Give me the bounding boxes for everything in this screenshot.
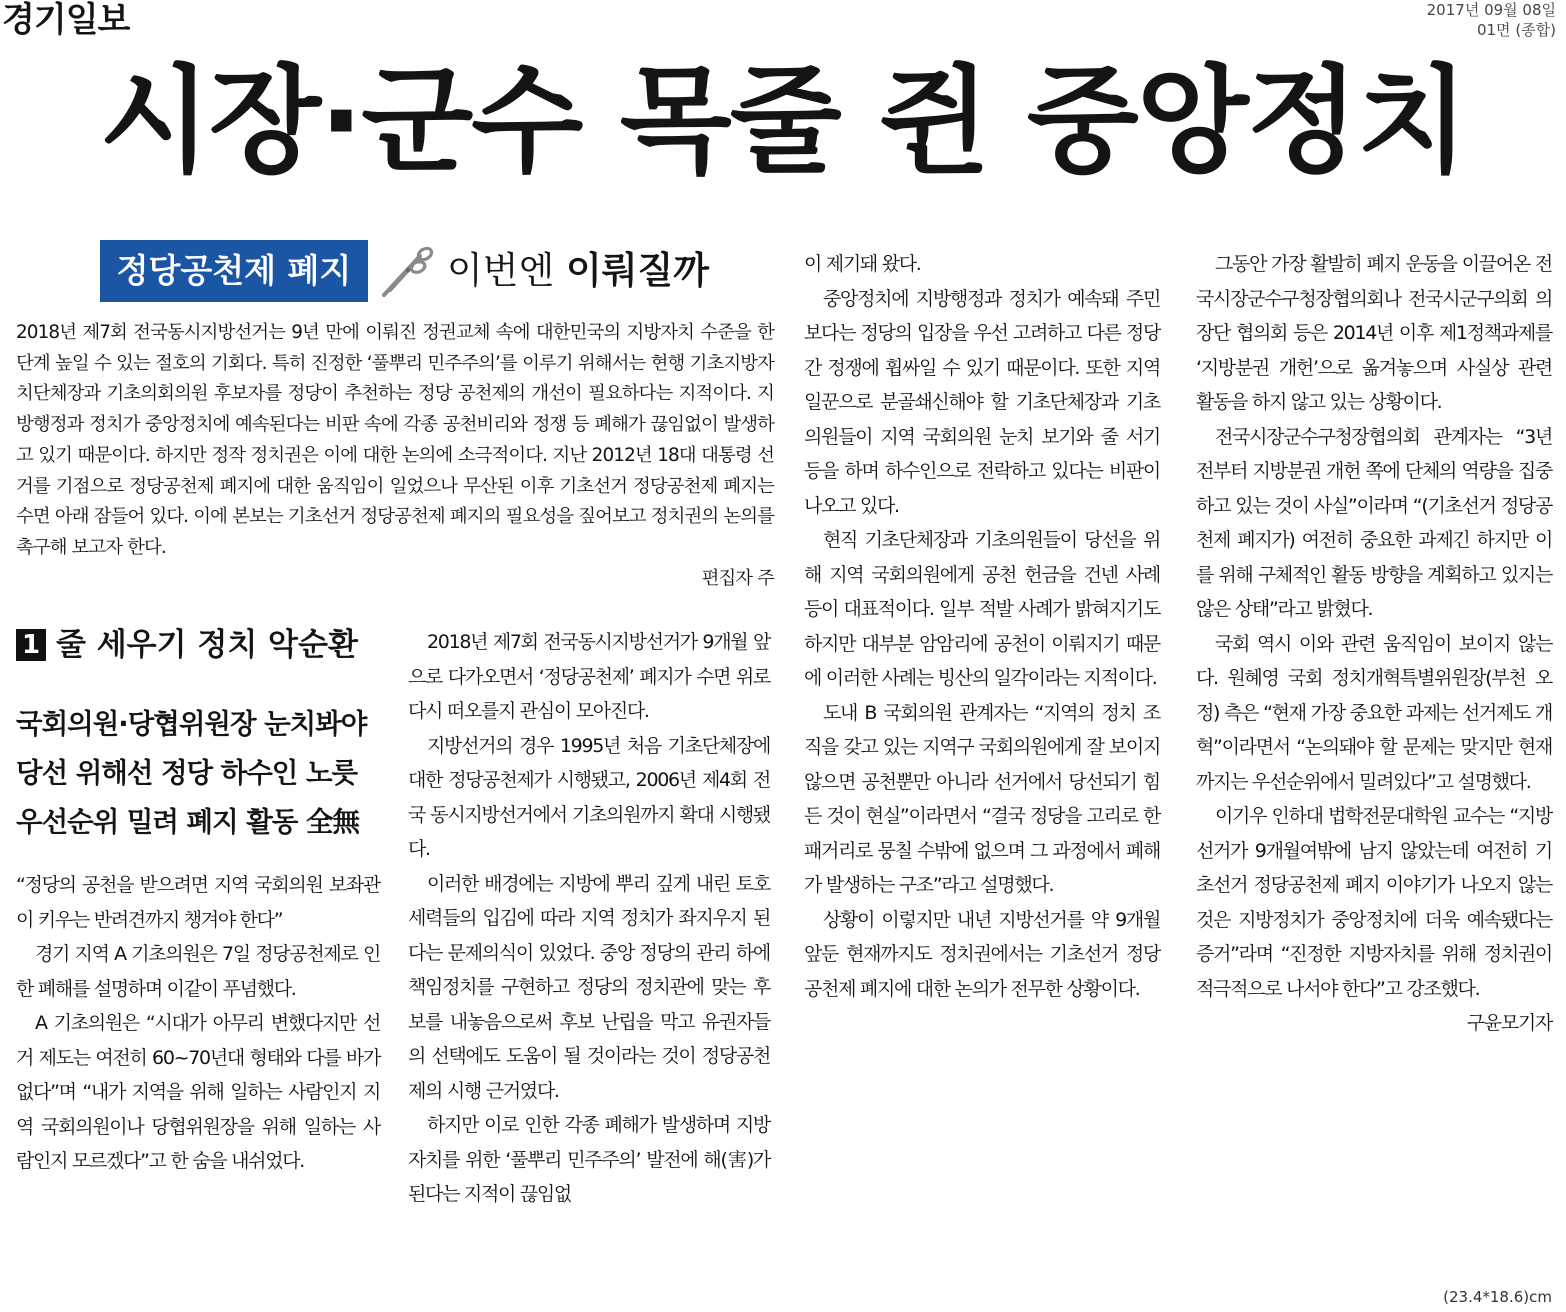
subtitle-plain: 이번엔 <box>447 249 566 292</box>
scissors-icon <box>378 240 438 302</box>
subheadline: 국회의원·당협위원장 눈치봐야 <box>16 708 367 740</box>
subheadlines <box>16 700 388 847</box>
article-column-3 <box>804 247 1160 1006</box>
newspaper-masthead: 경기일보 <box>2 0 130 40</box>
series-subtitle <box>447 246 709 296</box>
section-number: 1 <box>16 629 46 661</box>
paragraph: 경기 지역 A 기초의원은 7일 정당공천제로 인한 폐해를 설명하며 이같이 푸념했다. <box>16 943 380 1000</box>
paragraph: 지방선거의 경우 1995년 처음 기초단체장에 대한 정당공천제가 시행됐고, 2006년 제4회 전국 동시지방선거에서 기초의원까지 확대 시행됐다. <box>408 734 770 860</box>
subtitle-bold: 이뤄질까 <box>566 249 709 292</box>
paragraph: 중앙정치에 지방행정과 정치가 예속돼 주민보다는 정당의 입장을 우선 고려하고 다른 정당 간 정쟁에 휩싸일 수 있기 때문이다. 또한 지역 일꾼으로 분골쇄신해야 할 기초단체장과 기초의원들이 지역 국회의원 눈치 보기와 줄 서기 등을 하며 하수인으로 전락하고 있다는 비판이 나오고 있다. <box>804 287 1160 517</box>
editor-note <box>16 318 774 594</box>
article-column-4 <box>1196 247 1552 1041</box>
article-column-1 <box>16 868 380 1179</box>
paragraph: “정당의 공천을 받으려면 지역 국회의원 보좌관이 키우는 반려견까지 챙겨야 한다” <box>16 874 380 931</box>
paragraph: 전국시장군수구청장협의회 관계자는 “3년 전부터 지방분권 개헌 쪽에 단체의 역량을 집중하고 있는 것이 사실”이라며 “(기초선거 정당공천제 폐지가) 여전히 중요한 과제긴 하지만 이를 위해 구체적인 활동 방향을 계획하고 있지는 않은 상태”라고 밝혔다. <box>1196 425 1552 620</box>
issue-date: 2017년 09월 08일 <box>1426 1 1556 19</box>
reporter-byline: 구윤모기자 <box>1466 1012 1552 1034</box>
section-heading <box>16 622 358 668</box>
editor-note-text: 2018년 제7회 전국동시지방선거는 9년 만에 이뤄진 정권교체 속에 대한민국의 지방자치 수준을 한 단계 높일 수 있는 절호의 기회다. 특히 진정한 ‘풀뿌리 민주주의’를 이루기 위해서는 현행 기초지방자치단체장과 기초의회의원 후보자를 정당이 추천하는 정당 공천제의 개선이 필요하다는 지적이다. 지방행정과 정치가 중앙정치에 예속된다는 비판 속에 각종 공천비리와 정쟁 등 폐해가 끊임없이 발생하고 있기 때문이다. 하지만 정작 정치권은 이에 대한 논의에 소극적이다. 지난 2012년 18대 대통령 선거를 기점으로 정당공천제 폐지에 대한 움직임이 일었으나 무산된 이후 기초선거 정당공천제 폐지는 수면 아래 잠들어 있다. 이에 본보는 기초선거 정당공천제 폐지의 필요성을 짚어보고 정치권의 논의를 촉구해 보고자 한다. <box>16 322 774 558</box>
headline: 시장·군수 목줄 쥔 중앙정치 <box>99 54 1467 189</box>
article-size-note: (23.4*18.6)cm <box>1443 1288 1552 1306</box>
dateline <box>1427 0 1556 40</box>
paragraph: A 기초의원은 “시대가 아무리 변했다지만 선거 제도는 여전히 60~70년대 형태와 다를 바가 없다”며 “내가 지역을 위해 일하는 사람인지 지역 국회의원이나 당협위원장을 위해 일하는 사람인지 모르겠다”고 한 숨을 내쉬었다. <box>16 1012 380 1172</box>
paragraph: 이 제기돼 왔다. <box>804 253 921 275</box>
section-title: 줄 세우기 정치 악순환 <box>56 627 358 663</box>
editor-signature: 편집자 주 <box>701 567 774 589</box>
paragraph: 상황이 이렇지만 내년 지방선거를 약 9개월 앞둔 현재까지도 정치권에서는 기초선거 정당공천제 폐지에 대한 논의가 전무한 상황이다. <box>804 908 1160 1000</box>
paragraph: 그동안 가장 활발히 폐지 운동을 이끌어온 전국시장군수구청장협의회나 전국시군구의회 의장단 협의회 등은 2014년 이후 제1정책과제를 ‘지방분권 개헌’으로 옮겨놓으며 사실상 관련 활동을 하지 않고 있는 상황이다. <box>1196 253 1552 413</box>
series-badge: 정당공천제 폐지 <box>100 240 368 302</box>
paragraph: 이러한 배경에는 지방에 뿌리 깊게 내린 토호세력들의 입김에 따라 지역 정치가 좌지우지 된다는 문제의식이 있었다. 중앙 정당의 관리 하에 책임정치를 구현하고 정당의 정치관에 맞는 후보를 내놓음으로써 후보 난립을 막고 유권자들의 선택에도 도움이 될 것이라는 것이 정당공천제의 시행 근거였다. <box>408 872 770 1102</box>
paragraph: 2018년 제7회 전국동시지방선거가 9개월 앞으로 다가오면서 ‘정당공천제’ 폐지가 수면 위로 다시 떠오를지 관심이 모아진다. <box>408 631 770 722</box>
paragraph: 국회 역시 이와 관련 움직임이 보이지 않는다. 원혜영 국회 정치개혁특별위원장(부천 오정) 측은 “현재 가장 중요한 과제는 선거제도 개혁”이라면서 “논의돼야 할 문제는 맞지만 현재까지는 우선순위에서 밀려있다”고 설명했다. <box>1196 632 1552 793</box>
article-column-2 <box>408 625 770 1212</box>
subheadline: 우선순위 밀려 폐지 활동 全無 <box>16 806 359 838</box>
paragraph: 하지만 이로 인한 각종 폐해가 발생하며 지방자치를 위한 ‘풀뿌리 민주주의’ 발전에 해(害)가 된다는 지적이 끊임없 <box>408 1114 770 1205</box>
paragraph: 현직 기초단체장과 기초의원들이 당선을 위해 지역 국회의원에게 공천 헌금을 건넨 사례 등이 대표적이다. 일부 적발 사례가 밝혀지기도 하지만 대부분 암암리에 공천이 이뤄지기 때문에 이러한 사례는 빙산의 일각이라는 지적이다. <box>804 529 1160 689</box>
subheadline: 당선 위해선 정당 하수인 노릇 <box>16 757 358 789</box>
page-section: 01면 (종합) <box>1476 21 1556 39</box>
paragraph: 도내 B 국회의원 관계자는 “지역의 정치 조직을 갖고 있는 지역구 국회의원에게 잘 보이지 않으면 공천뿐만 아니라 선거에서 당선되기 힘든 것이 현실”이라면서 “결국 정당을 고리로 한 패거리로 뭉칠 수밖에 없으며 그 과정에서 폐해가 발생하는 구조”라고 설명했다. <box>804 701 1160 896</box>
paragraph: 이기우 인하대 법학전문대학원 교수는 “지방선거가 9개월여밖에 남지 않았는데 여전히 기초선거 정당공천제 폐지 이야기가 나오지 않는 것은 지방정치가 중앙정치에 더욱 예속됐다는 증거”라며 “진정한 지방자치를 위해 정치권이 적극적으로 나서야 한다”고 강조했다. <box>1196 805 1552 1000</box>
